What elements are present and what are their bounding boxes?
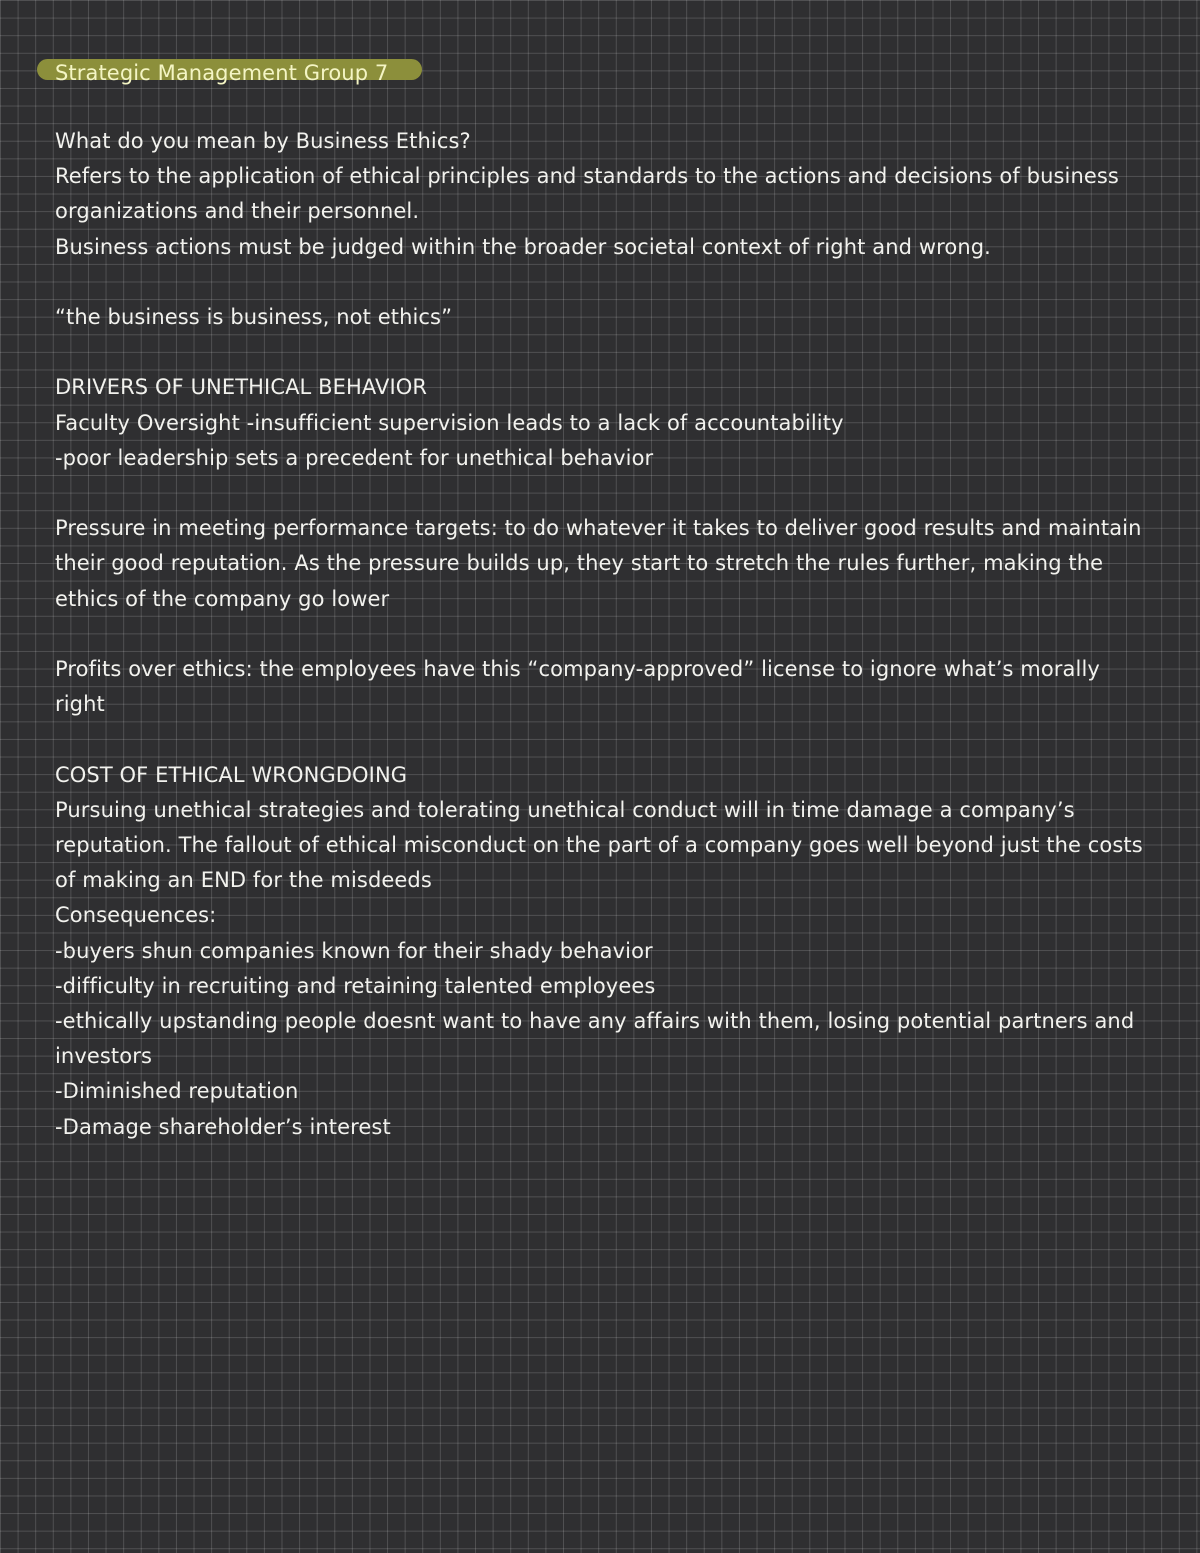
spacer (55, 617, 1155, 652)
intro-section (55, 124, 1155, 335)
intro-definition: Refers to the application of ethical principles and standards to the actions and decisions of business organizations and their personnel. (55, 164, 1119, 224)
consequences-label: Consequences: (55, 903, 217, 928)
intro-quote: “the business is business, not ethics” (55, 305, 453, 329)
drivers-section (55, 370, 1155, 722)
drivers-profits: Profits over ethics: the employees have this “company-approved” license to ignore what’s morally right (55, 656, 1100, 717)
drivers-oversight-1: Faculty Oversight -insufficient supervision leads to a lack of accountability (55, 410, 844, 435)
title-row (55, 56, 1155, 86)
page-title: Strategic Management Group 7 (55, 61, 389, 85)
cost-heading: COST OF ETHICAL WRONGDOING (55, 762, 408, 787)
consequence-item: -buyers shun companies known for their shady behavior (55, 938, 653, 963)
spacer (55, 335, 1155, 370)
drivers-pressure: Pressure in meeting performance targets: to do whatever it takes to deliver good results and maintain their good reputation. As the pressure builds up, they start to stretch the rules further, making the ethics of the company go lower (55, 516, 1142, 611)
consequence-item: -ethically upstanding people doesnt want to have any affairs with them, losing potential partners and investors (55, 1009, 1135, 1069)
consequence-item: -Diminished reputation (55, 1079, 299, 1104)
spacer (55, 722, 1155, 757)
cost-section (55, 758, 1155, 1145)
spacer (55, 265, 1155, 300)
cost-paragraph: Pursuing unethical strategies and tolerating unethical conduct will in time damage a company’s reputation. The fallout of ethical misconduct on the part of a company goes well beyond just the costs of making an END for the misdeeds (55, 797, 1143, 893)
consequence-item: -Damage shareholder’s interest (55, 1114, 391, 1139)
intro-judgement: Business actions must be judged within the broader societal context of right and wrong. (55, 234, 991, 259)
drivers-oversight-2: -poor leadership sets a precedent for unethical behavior (55, 445, 654, 470)
spacer (55, 476, 1155, 511)
note-page (55, 56, 1155, 1145)
spacer (55, 86, 1155, 124)
drivers-heading: DRIVERS OF UNETHICAL BEHAVIOR (55, 375, 428, 400)
intro-question: What do you mean by Business Ethics? (55, 129, 471, 153)
consequence-item: -difficulty in recruiting and retaining talented employees (55, 973, 656, 998)
